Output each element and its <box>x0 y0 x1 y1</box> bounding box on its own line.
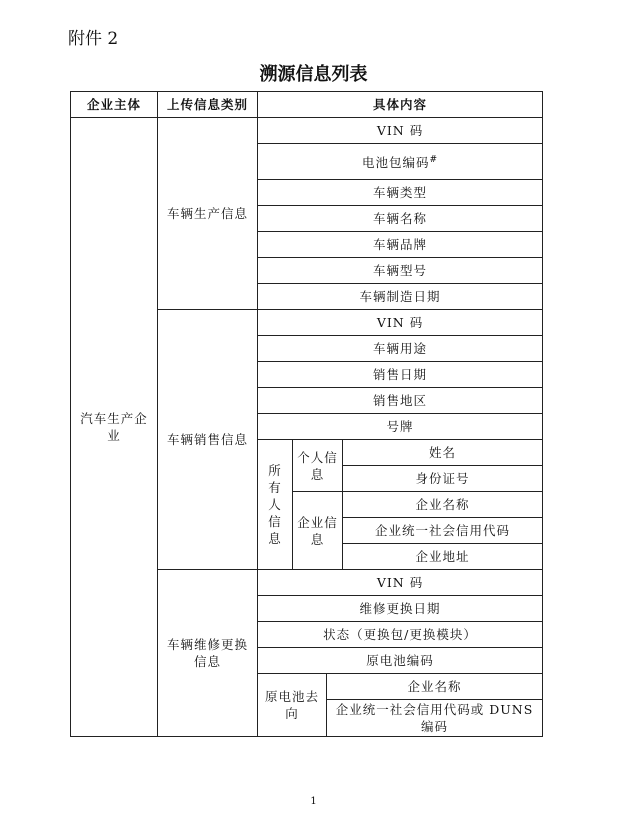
header-content: 具体内容 <box>258 92 543 118</box>
battery-pack-code: 电池包编码 <box>361 155 430 171</box>
content-cell: 身份证号 <box>343 466 543 492</box>
header-entity: 企业主体 <box>71 92 158 118</box>
content-cell: 车辆制造日期 <box>258 284 543 310</box>
content-cell: 企业名称 <box>343 492 543 518</box>
content-cell: 车辆名称 <box>258 206 543 232</box>
content-cell: VIN 码 <box>258 118 543 144</box>
document-title: 溯源信息列表 <box>259 64 368 85</box>
content-cell <box>258 144 543 180</box>
content-cell: 车辆类型 <box>258 180 543 206</box>
header-category: 上传信息类别 <box>158 92 258 118</box>
entity-cell: 汽车生产企业 <box>71 118 158 737</box>
personal-info-cell: 个人信息 <box>293 440 343 492</box>
content-cell: 姓名 <box>343 440 543 466</box>
footnote-mark: # <box>429 154 439 165</box>
table-row <box>71 118 543 144</box>
content-cell: 号牌 <box>258 414 543 440</box>
content-cell: 维修更换日期 <box>258 596 543 622</box>
content-cell: 状态（更换包/更换模块） <box>258 622 543 648</box>
content-cell: 车辆用途 <box>258 336 543 362</box>
page-number: 1 <box>310 796 317 807</box>
content-cell: 车辆品牌 <box>258 232 543 258</box>
content-cell: 企业统一社会信用代码 <box>343 518 543 544</box>
owner-info-cell: 所有人信息 <box>258 440 293 570</box>
content-cell: 销售日期 <box>258 362 543 388</box>
content-cell: 销售地区 <box>258 388 543 414</box>
content-cell: 企业名称 <box>327 674 543 700</box>
category-maintenance: 车辆维修更换信息 <box>158 570 258 737</box>
content-cell: 车辆型号 <box>258 258 543 284</box>
content-cell: 原电池编码 <box>258 648 543 674</box>
content-cell: 企业统一社会信用代码或 DUNS 编码 <box>327 700 543 737</box>
attachment-label: 附件 2 <box>68 29 119 49</box>
category-sales: 车辆销售信息 <box>158 310 258 570</box>
header-row <box>71 92 543 118</box>
traceability-table <box>70 91 543 737</box>
battery-destination-cell: 原电池去向 <box>258 674 327 737</box>
content-cell: VIN 码 <box>258 570 543 596</box>
content-cell: 企业地址 <box>343 544 543 570</box>
content-cell: VIN 码 <box>258 310 543 336</box>
enterprise-info-cell: 企业信息 <box>293 492 343 570</box>
category-production: 车辆生产信息 <box>158 118 258 310</box>
